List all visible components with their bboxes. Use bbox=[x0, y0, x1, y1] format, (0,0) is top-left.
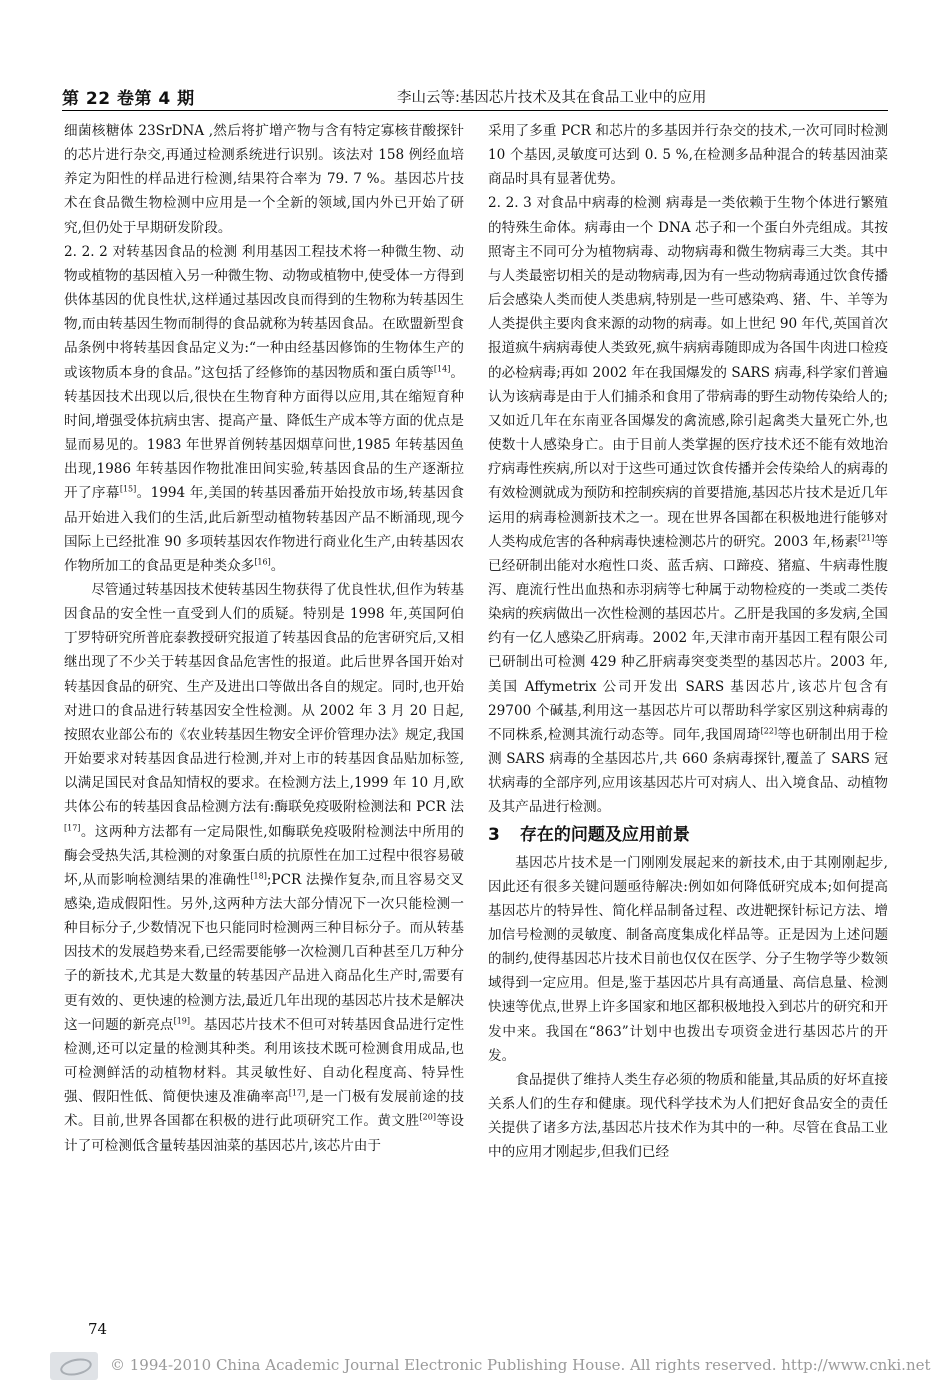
section-title: 存在的问题及应用前景 bbox=[519, 824, 690, 845]
paragraph: 基因芯片技术是一门刚刚发展起来的新技术,由于其刚刚起步,因此还有很多关键问题亟待解决:例如如何降低研究成本;如何提高基因芯片的特异性、简化样品制备过程、改进靶探针标记方法、增加信号检测的灵敏度、制备高度集成化样品等。正是因为上述问题的制约,使得基因芯片技术目前也仅仅在医学、分子生物学等少数领域得到一定应用。但是,鉴于基因芯片具有高通量、高信息量、检测快速等优点,世界上许多国家和地区都积极地投入到芯片的研究和开发中来。我国在“863”计划中也拨出专项资金进行基因芯片的开发。 bbox=[488, 854, 888, 1064]
section-number: 3 bbox=[488, 824, 500, 845]
copyright-notice: © 1994-2010 China Academic Journal Electronic Publishing House. All rights reserved. http://www.cnki.net bbox=[110, 1356, 931, 1374]
citation-marker: [19] bbox=[173, 1016, 191, 1026]
journal-volume: 第 22 卷第 4 期 bbox=[62, 89, 195, 109]
left-column bbox=[64, 119, 464, 1158]
paragraph: 2. 2. 3 对食品中病毒的检测 病毒是一类依赖于生物个体进行繁殖的特殊生命体。病毒由一个 DNA 芯子和一个蛋白外壳组成。其按照寄主不同可分为植物病毒、动物病毒和微生物病毒三大类。其中与人类最密切相关的是动物病毒,因为有一些动物病毒通过饮食传播后会感染人类而使人类患病,特别是一些可感染鸡、猪、牛、羊等为人类提供主要肉食来源的动物的病毒。如上世纪 90 年代,英国首次报道疯牛病病毒使人类致死,疯牛病病毒随即成为各国牛肉进口检疫的必检病毒;再如 2002 年在我国爆发的 SARS 病毒,科学家们普遍认为该病毒是由于人们捕杀和食用了带病毒的野生动物传染给人的;又如近几年在东南亚各国爆发的禽流感,除引起禽类大量死亡外,也使数十人感染身亡。由于目前人类掌握的医疗技术还不能有效地治疗病毒性疾病,所以对于这些可通过饮食传播并会传染给人的病毒的有效检测就成为预防和控制疾病的首要措施,基因芯片技术是近几年运用的病毒检测新技术之一。现在世界各国都在积极地进行能够对人类构成危害的各种病毒快速检测芯片的研究。2003 年,杨素[21]等已经研制出能对水疱性口炎、蓝舌病、口蹄疫、猪瘟、牛病毒性腹泻、鹿流行性出血热和赤羽病等七种属于动物检疫的一类或二类传染病的疾病做出一次性检测的基因芯片。乙肝是我国的多发病,全国约有一亿人感染乙肝病毒。2002 年,天津市南开基因工程有限公司已研制出可检测 429 种乙肝病毒突变类型的基因芯片。2003 年,美国 Affymetrix 公司开发出 SARS 基因芯片,该芯片包含有 29700 个碱基,利用这一基因芯片可以帮助科学家区别这种病毒的不同株系,检测其流行动态等。同年,我国周琦[22]等也研制出用于检测 SARS 病毒的全基因芯片,共 660 条病毒探针,覆盖了 SARS 冠状病毒的全部序列,应用该基因芯片可对病人、出入境食品、动植物及其产品进行检测。 bbox=[488, 195, 888, 816]
citation-marker: [22] bbox=[760, 726, 778, 736]
citation-marker: [16] bbox=[254, 557, 271, 567]
running-title: 李山云等:基因芯片技术及其在食品工业中的应用 bbox=[397, 90, 707, 106]
citation-marker: [17] bbox=[64, 823, 81, 832]
citation-marker: [18] bbox=[250, 871, 267, 881]
citation-marker: [17] bbox=[288, 1088, 306, 1098]
paragraph: 2. 2. 2 对转基因食品的检测 利用基因工程技术将一种微生物、动物或植物的基因植入另一种微生物、动物或植物中,使受体一方得到供体基因的优良性状,这样通过基因改良而得到的生物称为转基因生物,而由转基因生物而制得的食品就称为转基因食品。在欧盟新型食品条例中将转基因食品定义为:“一种由经基因修饰的生物体生产的或该物质本身的食品。”这包括了经修饰的基因物质和蛋白质等[14]。转基因技术出现以后,很快在生物育种方面得以应用,其在缩短育种时间,增强受体抗病虫害、提高产量、降低生产成本等方面的优点是显而易见的。1983 年世界首例转基因烟草问世,1985 年转基因鱼出现,1986 年转基因作物批准田间实验,转基因食品的生产逐渐拉开了序幕[15]。1994 年,美国的转基因番茄开始投放市场,转基因食品开始进入我们的生活,此后新型动植物转基因产品不断涌现,现今国际上已经批准 90 多项转基因农作物进行商业化生产,由转基因农作物所加工的食品更是种类众多[16]。 bbox=[64, 243, 465, 574]
section-heading bbox=[488, 822, 888, 848]
footer bbox=[50, 1350, 931, 1384]
paragraph: 食品提供了维持人类生存必须的物质和能量,其品质的好坏直接关系人们的生存和健康。现代科学技术为人们把好食品安全的责任关提供了诸多方法,基因芯片技术作为其中的一种。尽管在食品工业中的应用才刚起步,但我们已经 bbox=[488, 1071, 888, 1161]
citation-marker: [15] bbox=[119, 484, 137, 494]
paragraph: 细菌核糖体 23SrDNA ,然后将扩增产物与含有特定寡核苷酸探针的芯片进行杂交,再通过检测系统进行识别。该法对 158 例经血培养定为阳性的样品进行检测,结果符合率为 79. 7 %。基因芯片技术在食品微生物检测中应用是一个全新的领域,国内外已开始了研究,但仍处于早期研发阶段。 bbox=[64, 123, 464, 236]
running-header bbox=[62, 80, 888, 111]
publisher-logo-icon bbox=[50, 1352, 98, 1380]
citation-marker: [14] bbox=[433, 364, 451, 374]
page-number: 74 bbox=[88, 1320, 108, 1338]
paragraph: 采用了多重 PCR 和芯片的多基因并行杂交的技术,一次可同时检测 10 个基因,灵敏度可达到 0. 5 %,在检测多品种混合的转基因油菜商品时具有显著优势。 bbox=[488, 123, 888, 188]
citation-marker: [21] bbox=[857, 533, 875, 543]
right-column bbox=[488, 119, 888, 1165]
citation-marker: [20] bbox=[419, 1112, 436, 1122]
paragraph: 尽管通过转基因技术使转基因生物获得了优良性状,但作为转基因食品的安全性一直受到人们的质疑。特别是 1998 年,英国阿伯丁罗特研究所普庇泰教授研究报道了转基因食品的危害研究后,又相继出现了不少关于转基因食品危害性的报道。此后世界各国开始对转基因食品的研究、生产及进出口等做出各自的规定。同时,也开始对进口的食品进行转基因安全性检测。从 2002 年 3 月 20 日起,按照农业部公布的《农业转基因生物安全评价管理办法》规定,我国开始要求对转基因食品进行检测,并对上市的转基因食品贴加标签,以满足国民对食品知情权的要求。在检测方法上,1999 年 10 月,欧共体公布的转基因食品检测方法有:酶联免疫吸附检测法和 PCR 法[17]。这两种方法都有一定局限性,如酶联免疫吸附检测法中所用的酶会受热失活,其检测的对象蛋白质的抗原性在加工过程中很容易破坏,从而影响检测结果的准确性[18];PCR 法操作复杂,而且容易交叉感染,造成假阳性。另外,这两种方法大部分情况下一次只能检测一种目标分子,少数情况下也只能同时检测两三种目标分子。而从转基因技术的发展趋势来看,已经需要能够一次检测几百种甚至几万种分子的新技术,尤其是大数量的转基因产品进入商品化生产时,需要有更有效的、更快速的检测方法,最近几年出现的基因芯片技术是解决这一问题的新亮点[19]。基因芯片技术不但可对转基因食品进行定性检测,还可以定量的检测其种类。利用该技术既可检测食用成品,也可检测鲜活的动植物材料。其灵敏性好、自动化程度高、特异性强、假阳性低、简便快速及准确率高[17],是一门极有发展前途的技术。目前,世界各国都在积极的进行此项研究工作。黄文胜[20]等设计了可检测低含量转基因油菜的基因芯片,该芯片由于 bbox=[64, 581, 465, 1154]
